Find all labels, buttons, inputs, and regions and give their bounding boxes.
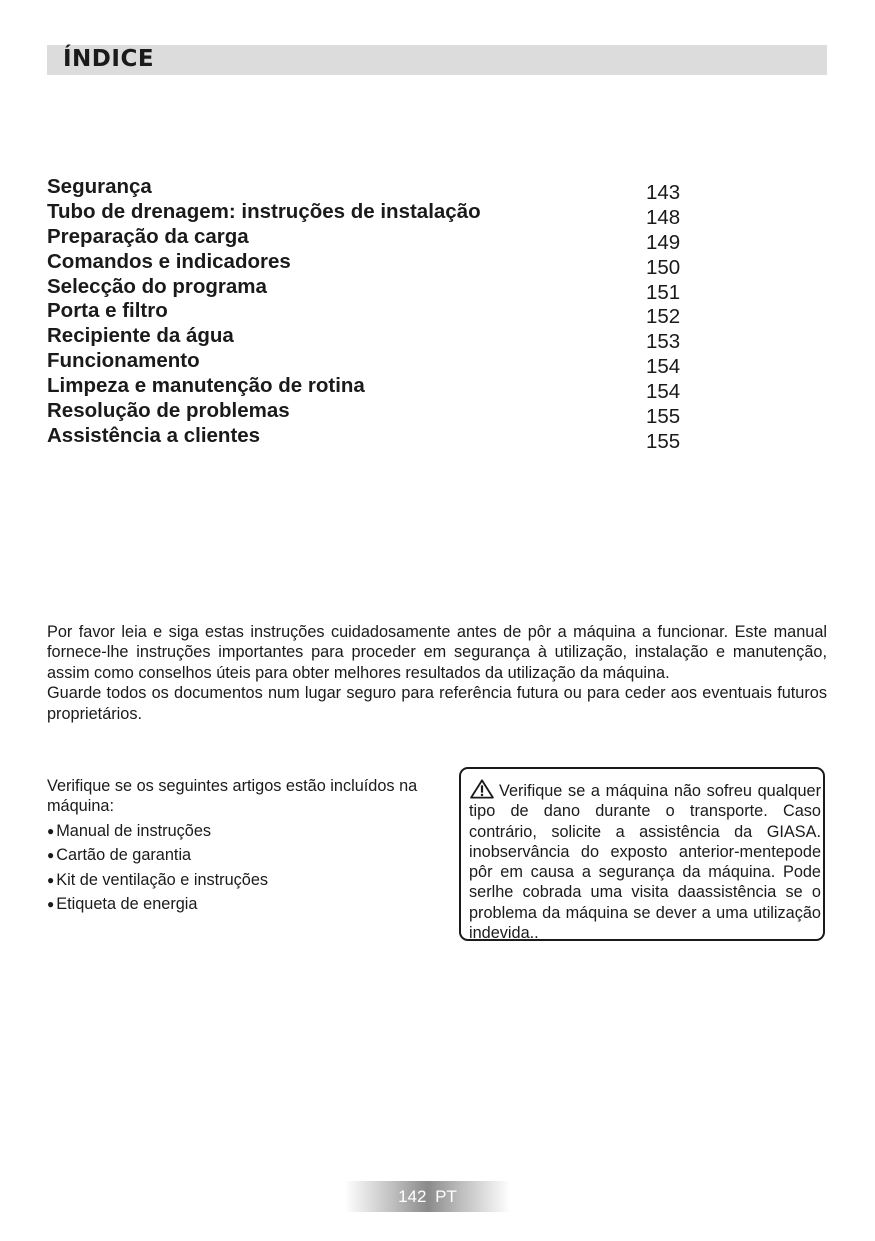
toc-entry-label: Assistência a clientes — [47, 423, 261, 447]
list-item-label: Cartão de garantia — [56, 846, 192, 865]
warning-text-block — [469, 779, 821, 943]
intro-paragraph: Guarde todos os documentos num lugar seguro para referência futura ou para ceder aos eventuais futuros proprietários. — [47, 684, 827, 723]
toc-entry-page: 150 — [646, 255, 681, 279]
page-title: ÍNDICE — [63, 46, 155, 72]
toc-entry-page: 151 — [646, 280, 681, 304]
list-item — [47, 870, 442, 895]
warning-text: Verifique se a máquina não sofreu qualquer tipo de dano durante o transporte. Caso contrário, solicite a assistência da GIASA. inobservância do exposto anterior-mentepode pôr em causa a segurança da máquina. Pode serlhe cobrada uma visita daassistência se o problema da máquina se dever a uma utilização indevida.. — [469, 782, 821, 943]
list-item — [47, 821, 442, 846]
list-item — [47, 845, 442, 870]
list-item — [47, 894, 442, 919]
page-number: 142 PT — [398, 1187, 457, 1206]
list-item-label: Kit de ventilação e instruções — [56, 870, 269, 889]
toc-entry-label: Porta e filtro — [47, 299, 168, 323]
toc-entry[interactable] — [47, 423, 747, 453]
toc-entry-label: Funcionamento — [47, 349, 200, 373]
intro-text — [47, 622, 827, 724]
toc-entry-label: Selecção do programa — [47, 274, 267, 298]
toc-entry-page: 153 — [646, 330, 681, 354]
list-item-label: Manual de instruções — [56, 821, 212, 840]
table-of-contents — [47, 175, 747, 453]
toc-entry[interactable] — [47, 274, 747, 304]
list-item-label: Etiqueta de energia — [56, 895, 198, 914]
toc-entry-page: 154 — [646, 380, 681, 404]
toc-entry[interactable] — [47, 249, 747, 279]
toc-entry[interactable] — [47, 299, 747, 329]
bullet-icon: ● — [47, 823, 55, 838]
toc-entry-label: Tubo de drenagem: instruções de instalação — [47, 199, 481, 223]
toc-entry[interactable] — [47, 349, 747, 379]
toc-entry[interactable] — [47, 399, 747, 429]
toc-entry-page: 154 — [646, 355, 681, 379]
toc-entry-page: 143 — [646, 181, 681, 204]
toc-entry-label: Limpeza e manutenção de rotina — [47, 374, 365, 398]
toc-entry-page: 155 — [646, 405, 681, 429]
toc-entry-label: Comandos e indicadores — [47, 249, 291, 273]
warning-triangle-icon — [469, 779, 495, 799]
toc-entry-page: 152 — [646, 305, 681, 329]
toc-entry[interactable] — [47, 374, 747, 404]
toc-entry-page: 149 — [646, 230, 681, 254]
toc-entry[interactable] — [47, 199, 747, 229]
toc-entry[interactable] — [47, 224, 747, 254]
bullet-icon: ● — [47, 848, 55, 863]
bullet-icon: ● — [47, 897, 55, 912]
toc-entry-label: Recipiente da água — [47, 324, 234, 348]
toc-entry-label: Segurança — [47, 175, 152, 198]
toc-entry-label: Preparação da carga — [47, 224, 249, 248]
toc-entry-page: 148 — [646, 205, 681, 229]
included-items-list — [47, 821, 442, 919]
bullet-icon: ● — [47, 872, 55, 887]
included-items-intro: Verifique se os seguintes artigos estão incluídos na máquina: — [47, 777, 418, 816]
toc-entry[interactable] — [47, 324, 747, 354]
toc-entry-label: Resolução de problemas — [47, 399, 290, 423]
title-bar — [47, 45, 827, 75]
intro-paragraph: Por favor leia e siga estas instruções cuidadosamente antes de pôr a máquina a funcionar. Este manual fornece-lhe instruções importantes para proceder em segurança à utilização, instalação e manutenção, assim como conselhos úteis para obter melhores resultados da utilização da máquina. — [47, 623, 827, 682]
warning-box — [459, 767, 825, 941]
included-items — [47, 776, 442, 919]
page-footer — [345, 1181, 510, 1212]
toc-entry[interactable] — [47, 175, 747, 204]
toc-entry-page: 155 — [646, 429, 681, 453]
